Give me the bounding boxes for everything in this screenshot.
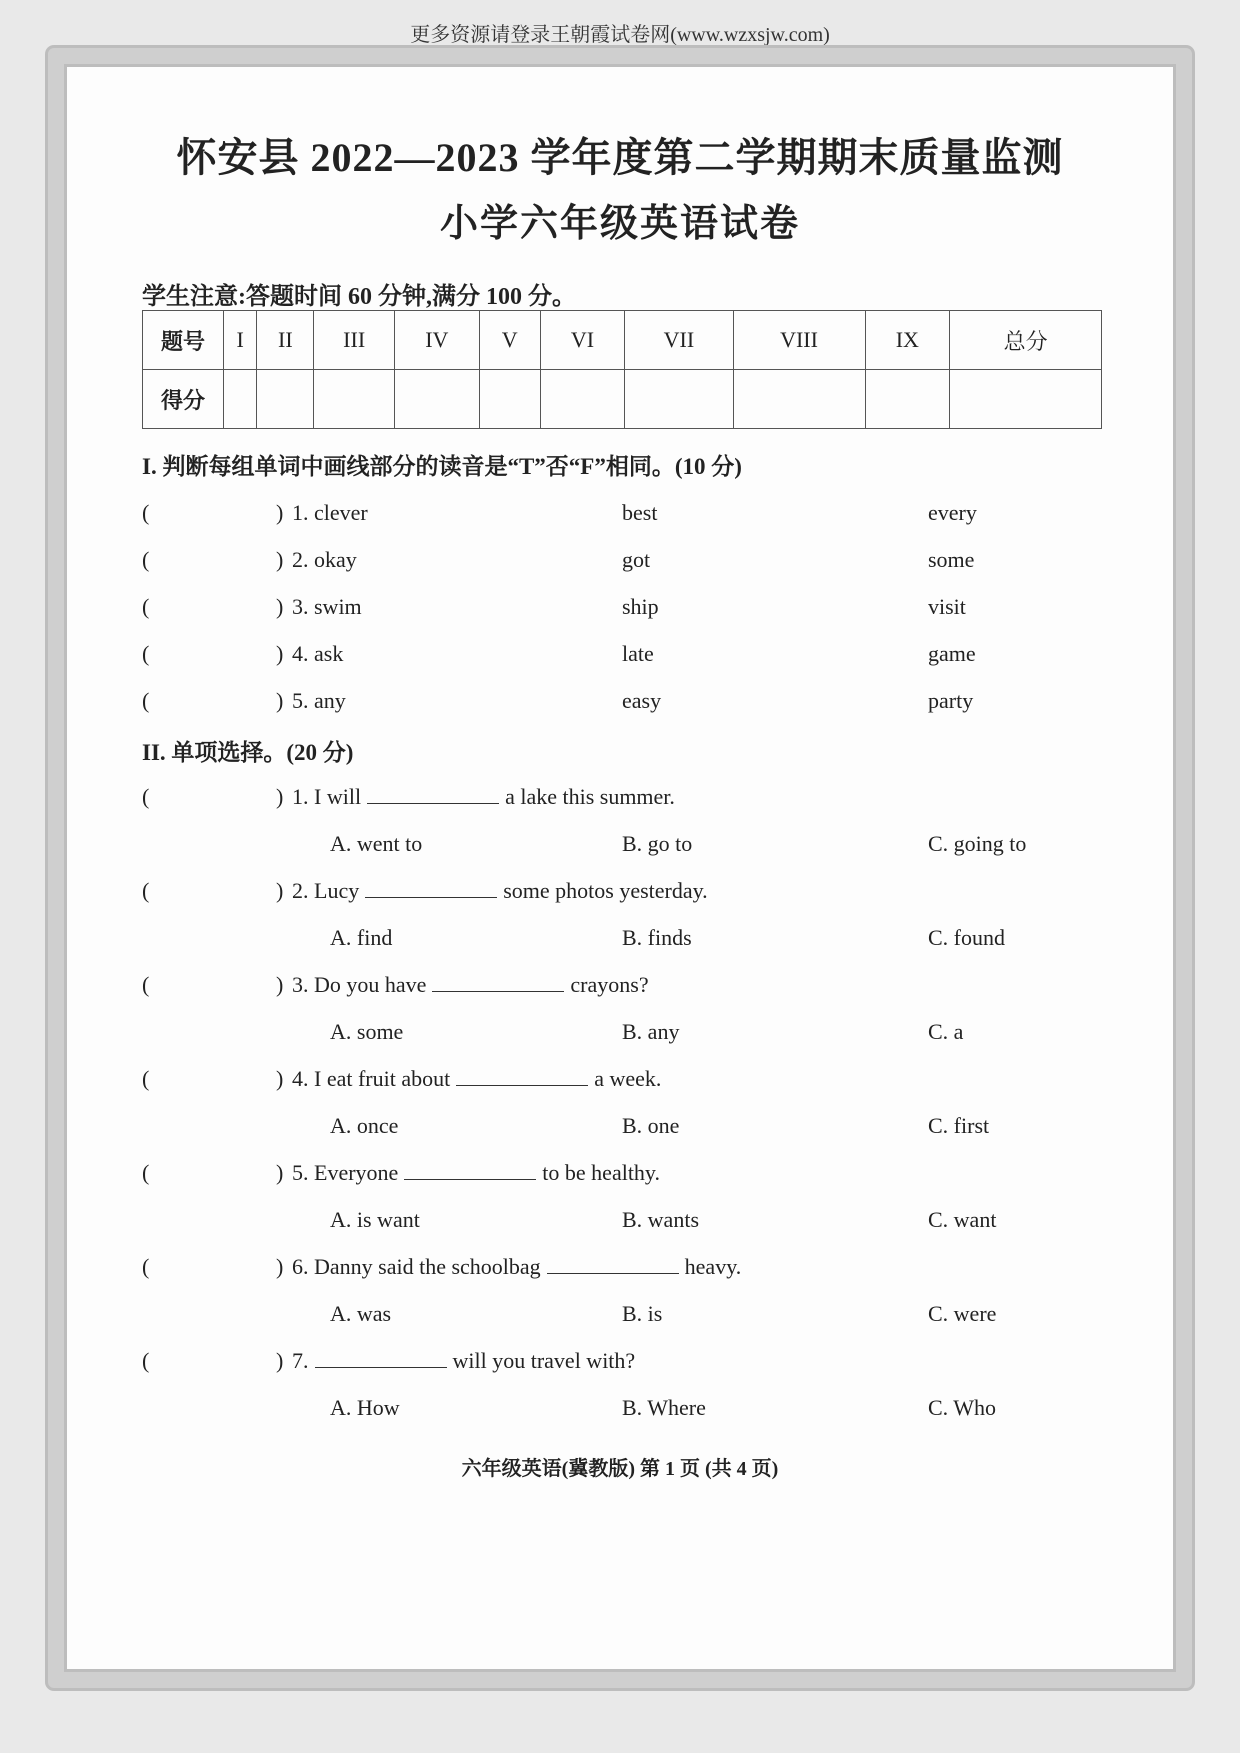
option-c[interactable]: C. were [928, 1301, 997, 1326]
question-stem [292, 1254, 741, 1280]
answer-blank[interactable] [156, 688, 276, 716]
fill-blank [315, 1349, 447, 1368]
word-1: clever [314, 500, 368, 525]
score-table-column: IV [395, 311, 480, 370]
fill-blank [404, 1161, 536, 1180]
fill-blank [367, 785, 499, 804]
score-table-score-row [143, 370, 1102, 429]
answer-blank[interactable] [156, 1348, 276, 1376]
answer-blank[interactable] [156, 1160, 276, 1188]
option-a[interactable]: A. find [330, 925, 393, 950]
question-stem [292, 1348, 635, 1374]
option-b[interactable]: B. go to [622, 831, 693, 856]
question-number: 7. [292, 1348, 309, 1373]
item-number: 3. [292, 594, 309, 619]
item-number: 2. [292, 547, 309, 572]
option-a[interactable]: A. once [330, 1113, 399, 1138]
pronunciation-item [142, 594, 1142, 626]
question-text-after: a lake this summer. [505, 784, 675, 809]
word-2: best [622, 500, 658, 525]
answer-blank[interactable] [156, 1254, 276, 1282]
option-c[interactable]: C. want [928, 1207, 997, 1232]
option-b[interactable]: B. any [622, 1019, 680, 1044]
answer-blank[interactable] [156, 500, 276, 528]
question-text-after: some photos yesterday. [503, 878, 708, 903]
exam-page [70, 70, 1170, 1670]
paren-right: ) [276, 972, 284, 997]
paren-right: ) [276, 784, 284, 809]
option-b[interactable]: B. Where [622, 1395, 706, 1420]
score-cell[interactable] [950, 370, 1102, 429]
choice-options [142, 1301, 1142, 1333]
question-stem [292, 1066, 661, 1092]
fill-blank [547, 1255, 679, 1274]
paren-left: ( [142, 688, 150, 713]
score-table-row-label: 得分 [143, 370, 224, 429]
score-table-column: VIII [733, 311, 865, 370]
question-text-before: Danny said the schoolbag [314, 1254, 541, 1279]
paren-right: ) [276, 1160, 284, 1185]
score-cell[interactable] [540, 370, 625, 429]
question-text-after: a week. [594, 1066, 662, 1091]
paren-left: ( [142, 972, 150, 997]
question-number: 2. [292, 878, 309, 903]
option-a[interactable]: A. went to [330, 831, 423, 856]
question-text-before: Lucy [314, 878, 360, 903]
question-text-after: heavy. [684, 1254, 742, 1279]
choice-question [142, 1348, 1142, 1380]
score-table [142, 310, 1102, 429]
word-1: swim [314, 594, 362, 619]
option-b[interactable]: B. one [622, 1113, 680, 1138]
exam-title: 怀安县 2022—2023 学年度第二学期期末质量监测 [176, 135, 1064, 180]
choice-options [142, 831, 1142, 863]
option-c[interactable]: C. Who [928, 1395, 997, 1420]
score-cell[interactable] [395, 370, 480, 429]
answer-blank[interactable] [156, 547, 276, 575]
item-number: 1. [292, 500, 309, 525]
paren-right: ) [276, 594, 284, 619]
score-table-row-label: 题号 [143, 311, 224, 370]
question-number: 4. [292, 1066, 309, 1091]
option-a[interactable]: A. was [330, 1301, 392, 1326]
question-number: 1. [292, 784, 309, 809]
question-text-after: will you travel with? [452, 1348, 636, 1373]
paren-left: ( [142, 500, 150, 525]
option-a[interactable]: A. How [330, 1395, 400, 1420]
score-cell[interactable] [314, 370, 395, 429]
paren-left: ( [142, 594, 150, 619]
question-number: 3. [292, 972, 309, 997]
score-table-column: VI [540, 311, 625, 370]
answer-blank[interactable] [156, 594, 276, 622]
paren-left: ( [142, 547, 150, 572]
question-text-before: Everyone [314, 1160, 399, 1185]
choice-question [142, 1066, 1142, 1098]
word-3: party [928, 688, 974, 713]
choice-question [142, 784, 1142, 816]
paren-right: ) [276, 878, 284, 903]
item-number: 5. [292, 688, 309, 713]
option-c[interactable]: C. first [928, 1113, 990, 1138]
question-number: 6. [292, 1254, 309, 1279]
exam-subtitle: 小学六年级英语试卷 [439, 203, 800, 245]
word-2: got [622, 547, 651, 572]
score-table-column: V [479, 311, 540, 370]
option-b[interactable]: B. is [622, 1301, 663, 1326]
student-notice: 学生注意:答题时间 60 分钟,满分 100 分。 [142, 284, 576, 310]
word-2: easy [622, 688, 662, 713]
word-2: ship [622, 594, 659, 619]
answer-blank[interactable] [156, 878, 276, 906]
score-cell[interactable] [257, 370, 314, 429]
paren-right: ) [276, 1066, 284, 1091]
score-table-column: VII [625, 311, 733, 370]
word-2: late [622, 641, 654, 666]
score-table-column: IX [865, 311, 950, 370]
paren-left: ( [142, 641, 150, 666]
score-table-header-row [143, 311, 1102, 370]
pronunciation-item [142, 688, 1142, 720]
word-3: game [928, 641, 976, 666]
option-c[interactable]: C. going to [928, 831, 1027, 856]
option-b[interactable]: B. finds [622, 925, 692, 950]
word-3: some [928, 547, 975, 572]
option-c[interactable]: C. found [928, 925, 1005, 950]
pronunciation-item [142, 641, 1142, 673]
question-text-before: I will [314, 784, 362, 809]
section-2-title: II. 单项选择。(20 分) [142, 740, 354, 765]
answer-blank[interactable] [156, 784, 276, 812]
score-cell[interactable] [733, 370, 865, 429]
item-number: 4. [292, 641, 309, 666]
paren-right: ) [276, 1254, 284, 1279]
question-stem [292, 972, 649, 998]
option-a[interactable]: A. is want [330, 1207, 420, 1232]
answer-blank[interactable] [156, 972, 276, 1000]
paren-right: ) [276, 688, 284, 713]
question-stem [292, 878, 708, 904]
score-cell[interactable] [625, 370, 733, 429]
page-footer: 六年级英语(冀教版) 第 1 页 (共 4 页) [461, 1458, 779, 1480]
pronunciation-item [142, 500, 1142, 532]
pronunciation-item [142, 547, 1142, 579]
answer-blank[interactable] [156, 641, 276, 669]
paren-right: ) [276, 547, 284, 572]
choice-question [142, 1254, 1142, 1286]
question-text-before: Do you have [314, 972, 427, 997]
question-text-after: to be healthy. [542, 1160, 660, 1185]
word-1: any [314, 688, 346, 713]
paren-left: ( [142, 1348, 150, 1373]
paren-left: ( [142, 878, 150, 903]
choice-options [142, 1395, 1142, 1427]
paren-right: ) [276, 500, 284, 525]
fill-blank [365, 879, 497, 898]
paren-left: ( [142, 1254, 150, 1279]
word-1: okay [314, 547, 357, 572]
option-c[interactable]: C. a [928, 1019, 964, 1044]
paren-right: ) [276, 1348, 284, 1373]
choice-options [142, 1019, 1142, 1051]
section-1-title: I. 判断每组单词中画线部分的读音是“T”否“F”相同。(10 分) [142, 454, 742, 479]
question-stem [292, 1160, 660, 1186]
choice-options [142, 925, 1142, 957]
paren-left: ( [142, 784, 150, 809]
score-cell[interactable] [865, 370, 950, 429]
score-table-column: I [224, 311, 257, 370]
word-3: visit [928, 594, 966, 619]
fill-blank [456, 1067, 588, 1086]
answer-blank[interactable] [156, 1066, 276, 1094]
word-1: ask [314, 641, 344, 666]
question-number: 5. [292, 1160, 309, 1185]
choice-question [142, 972, 1142, 1004]
paren-left: ( [142, 1160, 150, 1185]
option-b[interactable]: B. wants [622, 1207, 699, 1232]
score-table-column: II [257, 311, 314, 370]
score-cell[interactable] [479, 370, 540, 429]
choice-question [142, 878, 1142, 910]
question-stem [292, 784, 675, 810]
score-table-column: 总分 [950, 311, 1102, 370]
word-3: every [928, 500, 977, 525]
watermark-text: 更多资源请登录王朝霞试卷网(www.wzxsjw.com) [410, 24, 830, 46]
question-text-before: I eat fruit about [314, 1066, 451, 1091]
score-cell[interactable] [224, 370, 257, 429]
choice-options [142, 1207, 1142, 1239]
paren-left: ( [142, 1066, 150, 1091]
option-a[interactable]: A. some [330, 1019, 404, 1044]
paren-right: ) [276, 641, 284, 666]
fill-blank [432, 973, 564, 992]
choice-question [142, 1160, 1142, 1192]
choice-options [142, 1113, 1142, 1145]
score-table-column: III [314, 311, 395, 370]
question-text-after: crayons? [570, 972, 649, 997]
